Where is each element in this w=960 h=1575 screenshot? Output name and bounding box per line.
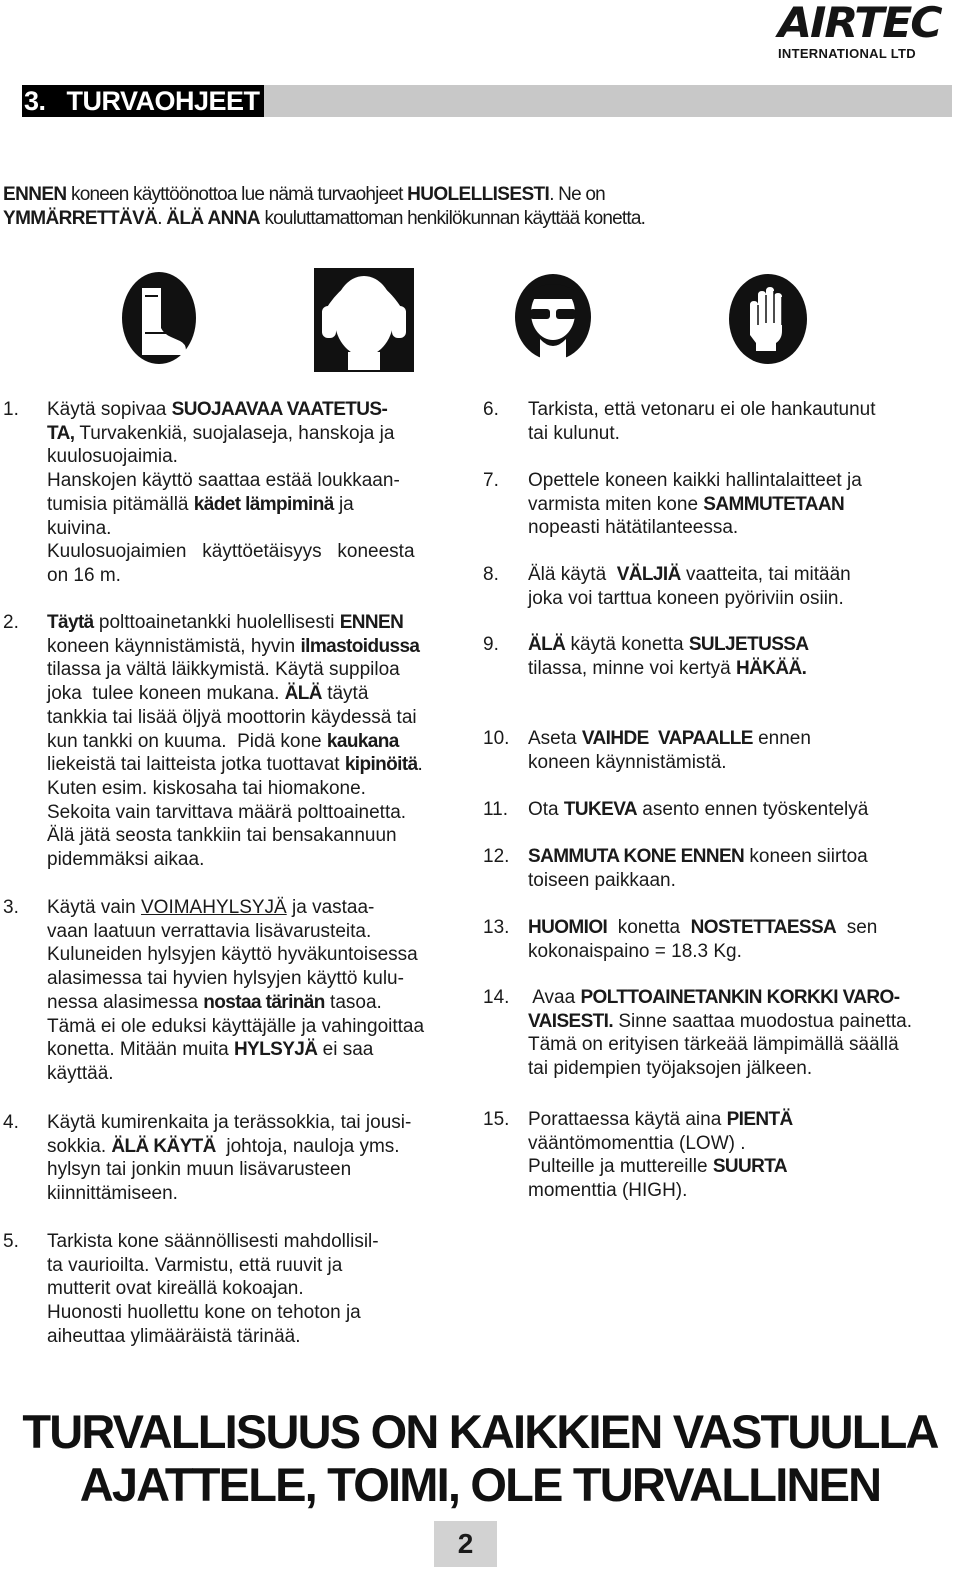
instruction-item — [3, 611, 473, 872]
safety-gloves-icon — [728, 273, 808, 365]
text-run: koneen käyttöönottoa lue nämä turvaohjeet — [66, 184, 408, 205]
text-run: ja vastaa- — [286, 897, 375, 918]
text-run: koneen käynnistämistä. — [528, 751, 727, 773]
text-run: käytä konetta — [565, 634, 689, 655]
text-run: Aseta — [528, 728, 582, 749]
item-text-line — [528, 1155, 933, 1179]
instruction-item — [483, 633, 933, 680]
item-text-line — [47, 469, 473, 493]
text-run: ennen — [752, 728, 811, 749]
instruction-item — [3, 1230, 473, 1349]
bold-text: ÄLÄ KÄYTÄ — [111, 1135, 216, 1157]
item-text-line — [528, 1108, 933, 1132]
text-run: kiinnittämiseen. — [47, 1183, 178, 1205]
item-text — [528, 798, 933, 822]
instruction-item — [483, 398, 933, 445]
bold-text: ilmastoidussa — [300, 635, 420, 657]
item-text-line — [47, 1325, 473, 1349]
item-text-line — [528, 493, 933, 517]
text-run: käyttää. — [47, 1062, 114, 1084]
item-text-line — [528, 422, 933, 446]
bold-text: POLTTOAINETANKIN KORKKI VARO- — [580, 987, 900, 1008]
item-number: 6. — [483, 399, 499, 420]
text-run: hylsyn tai jonkin muun lisävarusteen — [47, 1159, 352, 1181]
text-run: Hanskojen käyttö saattaa estää loukkaan- — [47, 470, 400, 492]
bold-text: Täytä — [47, 612, 94, 633]
text-run: Kuulosuojaimien käyttöetäisyys koneesta — [47, 541, 415, 563]
item-number: 8. — [483, 564, 499, 585]
ear-protection-icon — [314, 268, 414, 372]
text-run: ta vaurioilta. Varmistu, että ruuvit ja — [47, 1254, 343, 1276]
item-text — [528, 633, 933, 680]
section-title: 3. TURVAOHJEET — [22, 85, 264, 117]
item-text-line — [528, 469, 933, 493]
bold-text: ÄLÄ ANNA — [166, 208, 260, 229]
instruction-item — [3, 398, 473, 588]
company-logo — [778, 0, 941, 61]
page-number: 2 — [434, 1521, 497, 1567]
bold-text: YMMÄRRETTÄVÄ — [3, 208, 158, 229]
text-run: vääntömomenttia (LOW) . — [528, 1132, 746, 1154]
item-number: 14. — [483, 987, 510, 1008]
text-run: Ota — [528, 799, 564, 820]
item-text-line — [47, 967, 473, 991]
text-run: on 16 m. — [47, 564, 121, 586]
text-run: Sinne saattaa muodostua painetta. — [613, 1010, 912, 1032]
bold-text: VÄLJIÄ — [616, 564, 681, 585]
text-run: kouluttamattoman henkilökunnan käyttää konetta. — [259, 208, 646, 229]
text-run: Käytä sopivaa — [47, 399, 172, 420]
instruction-item — [3, 1111, 473, 1206]
bold-text: HUOMIOI — [528, 917, 608, 938]
item-number: 10. — [483, 728, 510, 749]
text-run: varmista miten kone — [528, 493, 704, 515]
instruction-item — [483, 469, 933, 540]
text-run: alasimessa tai hyvien hylsyjen käyttö kulu- — [47, 968, 404, 990]
item-text-line — [47, 1038, 473, 1062]
text-run: Älä käytä — [528, 564, 617, 585]
instruction-item — [3, 896, 473, 1086]
item-text-line — [47, 777, 473, 801]
item-text-line — [528, 1010, 933, 1034]
item-text-line — [47, 1135, 473, 1159]
item-text-line — [47, 517, 473, 541]
item-number: 1. — [3, 399, 19, 420]
text-run: . Ne on — [549, 184, 605, 205]
bold-text: TA, — [47, 422, 75, 444]
text-run: asento ennen työskentelyä — [637, 799, 869, 820]
text-run: Sekoita vain tarvittava määrä polttoainetta. — [47, 801, 407, 823]
item-text-line — [528, 1132, 933, 1156]
text-run: joka voi tarttua koneen pyöriviin osiin. — [528, 587, 844, 609]
item-text — [528, 469, 933, 540]
text-run: tilassa ja vältä läikkymistä. Käytä suppiloa — [47, 659, 400, 681]
item-text-line — [528, 940, 933, 964]
instruction-item — [483, 727, 933, 774]
item-text-line — [528, 1179, 933, 1203]
item-text-line — [47, 943, 473, 967]
text-run: tilassa, minne voi kertyä — [528, 657, 737, 679]
item-number: 3. — [3, 897, 19, 918]
item-text-line — [47, 991, 473, 1015]
item-text — [528, 916, 933, 963]
text-run: kun tankki on kuuma. Pidä kone — [47, 730, 327, 752]
bold-text: ENNEN — [3, 184, 67, 205]
item-text — [47, 1111, 473, 1206]
item-text — [47, 398, 473, 588]
text-run: Tarkista kone säännöllisesti mahdollisil- — [47, 1231, 379, 1252]
item-text-line — [47, 1230, 473, 1254]
text-run: Käytä vain — [47, 897, 141, 918]
item-text-line — [47, 1015, 473, 1039]
item-text — [528, 727, 933, 774]
text-run: tai kulunut. — [528, 422, 620, 444]
bold-text: kipinöitä — [344, 754, 418, 776]
text-run: nessa alasimessa — [47, 991, 204, 1013]
text-run: sokkia. — [47, 1135, 112, 1157]
bold-text: HÄKÄÄ. — [736, 657, 807, 679]
item-number: 12. — [483, 846, 510, 867]
item-text-line — [528, 798, 933, 822]
bold-text: SUOJAAVAA VAATETUS- — [171, 399, 388, 420]
item-text-line — [47, 540, 473, 564]
bold-text: TUKEVA — [563, 799, 638, 820]
text-run: Turvakenkiä, suojalaseja, hanskoja ja — [74, 422, 395, 444]
item-text-line — [528, 398, 933, 422]
text-run: koneen käynnistämistä, hyvin — [47, 635, 301, 657]
text-run: . — [417, 754, 423, 776]
instruction-item — [483, 986, 933, 1081]
item-text-line — [47, 1301, 473, 1325]
bold-text: HUOLELLISESTI — [407, 184, 550, 205]
item-text-line — [528, 563, 933, 587]
text-run: Tämä on erityisen tärkeää lämpimällä säällä — [528, 1034, 899, 1056]
text-run: sen — [836, 917, 878, 938]
bold-text: NOSTETTAESSA — [690, 917, 837, 938]
safety-glasses-icon — [514, 273, 592, 361]
item-text-line — [47, 445, 473, 469]
item-text-line — [47, 611, 473, 635]
bold-text: PIENTÄ — [726, 1109, 793, 1130]
item-number: 9. — [483, 634, 499, 655]
item-text — [47, 1230, 473, 1349]
item-text-line — [528, 516, 933, 540]
underlined-text: VOIMAHYLSYJÄ — [141, 897, 287, 918]
slogan-line-2: AJATTELE, TOIMI, OLE TURVALLINEN — [79, 1458, 881, 1511]
bold-text: HYLSYJÄ — [233, 1039, 318, 1061]
text-run: Huonosti huollettu kone on tehoton ja — [47, 1302, 361, 1324]
instruction-item — [483, 1108, 933, 1203]
item-text-line — [47, 398, 473, 422]
text-run: mutterit ovat kireällä kokoajan. — [47, 1278, 304, 1300]
item-text-line — [47, 1277, 473, 1301]
item-text-line — [47, 848, 473, 872]
text-run: vaatteita, tai mitään — [680, 564, 851, 585]
text-run: kokonaispaino = 18.3 Kg. — [528, 940, 742, 962]
item-text-line — [528, 845, 933, 869]
text-run: Pulteille ja muttereille — [528, 1156, 713, 1178]
bold-text: SULJETUSSA — [688, 634, 809, 655]
item-text-line — [47, 1254, 473, 1278]
logo-wordmark: AIRTEC — [778, 0, 941, 47]
bold-text: kaukana — [326, 730, 399, 752]
item-number: 11. — [483, 799, 509, 820]
intro-line-2 — [3, 207, 703, 231]
item-text-line — [47, 753, 473, 777]
text-run: johtoja, nauloja yms. — [215, 1135, 400, 1157]
item-text-line — [47, 730, 473, 754]
item-text-line — [528, 916, 933, 940]
text-run: konetta. Mitään muita — [47, 1039, 234, 1061]
text-run: Käytä kumirenkaita ja terässokkia, tai jousi- — [47, 1112, 412, 1133]
item-text-line — [47, 706, 473, 730]
item-text-line — [528, 727, 933, 751]
item-text-line — [528, 633, 933, 657]
item-text-line — [528, 657, 933, 681]
item-text — [47, 896, 473, 1086]
text-run: joka tulee koneen mukana. — [47, 683, 285, 705]
bold-text: VAIHDE VAPAALLE — [581, 728, 753, 749]
item-text-line — [528, 587, 933, 611]
text-run: ja — [333, 493, 354, 515]
item-number: 4. — [3, 1112, 19, 1133]
bold-text: nostaa tärinän — [203, 991, 325, 1013]
item-text — [528, 398, 933, 445]
text-run: liekeistä tai laitteista jotka tuottavat — [47, 754, 345, 776]
item-number: 2. — [3, 612, 19, 633]
item-number: 5. — [3, 1231, 19, 1252]
item-text-line — [47, 682, 473, 706]
item-text — [528, 1108, 933, 1203]
text-run: pidemmäksi aikaa. — [47, 849, 205, 871]
item-text-line — [47, 1111, 473, 1135]
bold-text: ÄLÄ — [284, 683, 322, 705]
item-text-line — [528, 1057, 933, 1081]
item-number: 7. — [483, 470, 499, 491]
text-run: kuulosuojaimia. — [47, 446, 178, 468]
intro-line-1 — [3, 183, 703, 207]
safety-boots-icon — [121, 271, 197, 365]
item-number: 13. — [483, 917, 510, 938]
item-text — [47, 611, 473, 872]
item-text-line — [528, 1033, 933, 1057]
item-text-line — [47, 422, 473, 446]
item-text-line — [528, 986, 933, 1010]
bold-text: SAMMUTA KONE ENNEN — [528, 846, 745, 867]
text-run: Porattaessa käytä aina — [528, 1109, 727, 1130]
item-text-line — [47, 824, 473, 848]
text-run: Opettele koneen kaikki hallintalaitteet ja — [528, 470, 862, 491]
bold-text: ENNEN — [339, 612, 404, 633]
text-run: ei saa — [317, 1039, 374, 1061]
item-text-line — [528, 751, 933, 775]
item-text-line — [47, 564, 473, 588]
item-text-line — [47, 635, 473, 659]
logo-subtitle: INTERNATIONAL LTD — [778, 46, 916, 61]
slogan-line-1: TURVALLISUUS ON KAIKKIEN VASTUULLA — [22, 1405, 938, 1458]
text-run: . — [157, 208, 167, 229]
item-text — [528, 986, 933, 1081]
item-text — [528, 563, 933, 610]
text-run: Älä jätä seosta tankkiin tai bensakannuun — [47, 825, 397, 847]
instruction-item — [483, 845, 933, 892]
text-run: konetta — [607, 917, 691, 938]
text-run: Tämä ei ole eduksi käyttäjälle ja vahingoittaa — [47, 1015, 425, 1037]
text-run: koneen siirtoa — [744, 846, 868, 867]
item-text-line — [528, 869, 933, 893]
item-text-line — [47, 1062, 473, 1086]
text-run: tumisia pitämällä — [47, 493, 194, 515]
item-text-line — [47, 801, 473, 825]
item-text-line — [47, 1158, 473, 1182]
text-run: polttoainetankki huolellisesti — [93, 612, 340, 633]
text-run: täytä — [321, 683, 369, 705]
item-text-line — [47, 493, 473, 517]
text-run: vaan laatuun verrattavia lisävarusteita. — [47, 920, 372, 942]
text-run: tankkia tai lisää öljyä moottorin käydessä tai — [47, 706, 417, 728]
item-text-line — [47, 658, 473, 682]
item-text-line — [47, 920, 473, 944]
bold-text: kädet lämpiminä — [193, 493, 334, 515]
text-run: aiheuttaa ylimääräistä tärinää. — [47, 1325, 301, 1347]
instruction-item — [483, 563, 933, 610]
text-run: toiseen paikkaan. — [528, 869, 676, 891]
item-text — [528, 845, 933, 892]
text-run: tasoa. — [324, 991, 382, 1013]
item-text-line — [47, 1182, 473, 1206]
bold-text: VAISESTI. — [528, 1010, 614, 1032]
instruction-item — [483, 798, 933, 822]
bold-text: SAMMUTETAAN — [703, 493, 845, 515]
item-number: 15. — [483, 1109, 510, 1130]
text-run: kuivina. — [47, 517, 112, 539]
text-run: Avaa — [528, 987, 581, 1008]
text-run: Kuluneiden hylsyjen käyttö hyväkuntoisessa — [47, 944, 418, 966]
item-text-line — [47, 896, 473, 920]
text-run: tai pidempien työjaksojen jälkeen. — [528, 1058, 813, 1080]
text-run: Kuten esim. kiskosaha tai hiomakone. — [47, 777, 366, 799]
bold-text: SUURTA — [712, 1156, 787, 1178]
text-run: momenttia (HIGH). — [528, 1180, 688, 1202]
bold-text: ÄLÄ — [528, 634, 566, 655]
instruction-item — [483, 916, 933, 963]
text-run: nopeasti hätätilanteessa. — [528, 517, 739, 539]
intro-paragraph — [3, 183, 703, 231]
text-run: Tarkista, että vetonaru ei ole hankautunut — [528, 399, 876, 420]
